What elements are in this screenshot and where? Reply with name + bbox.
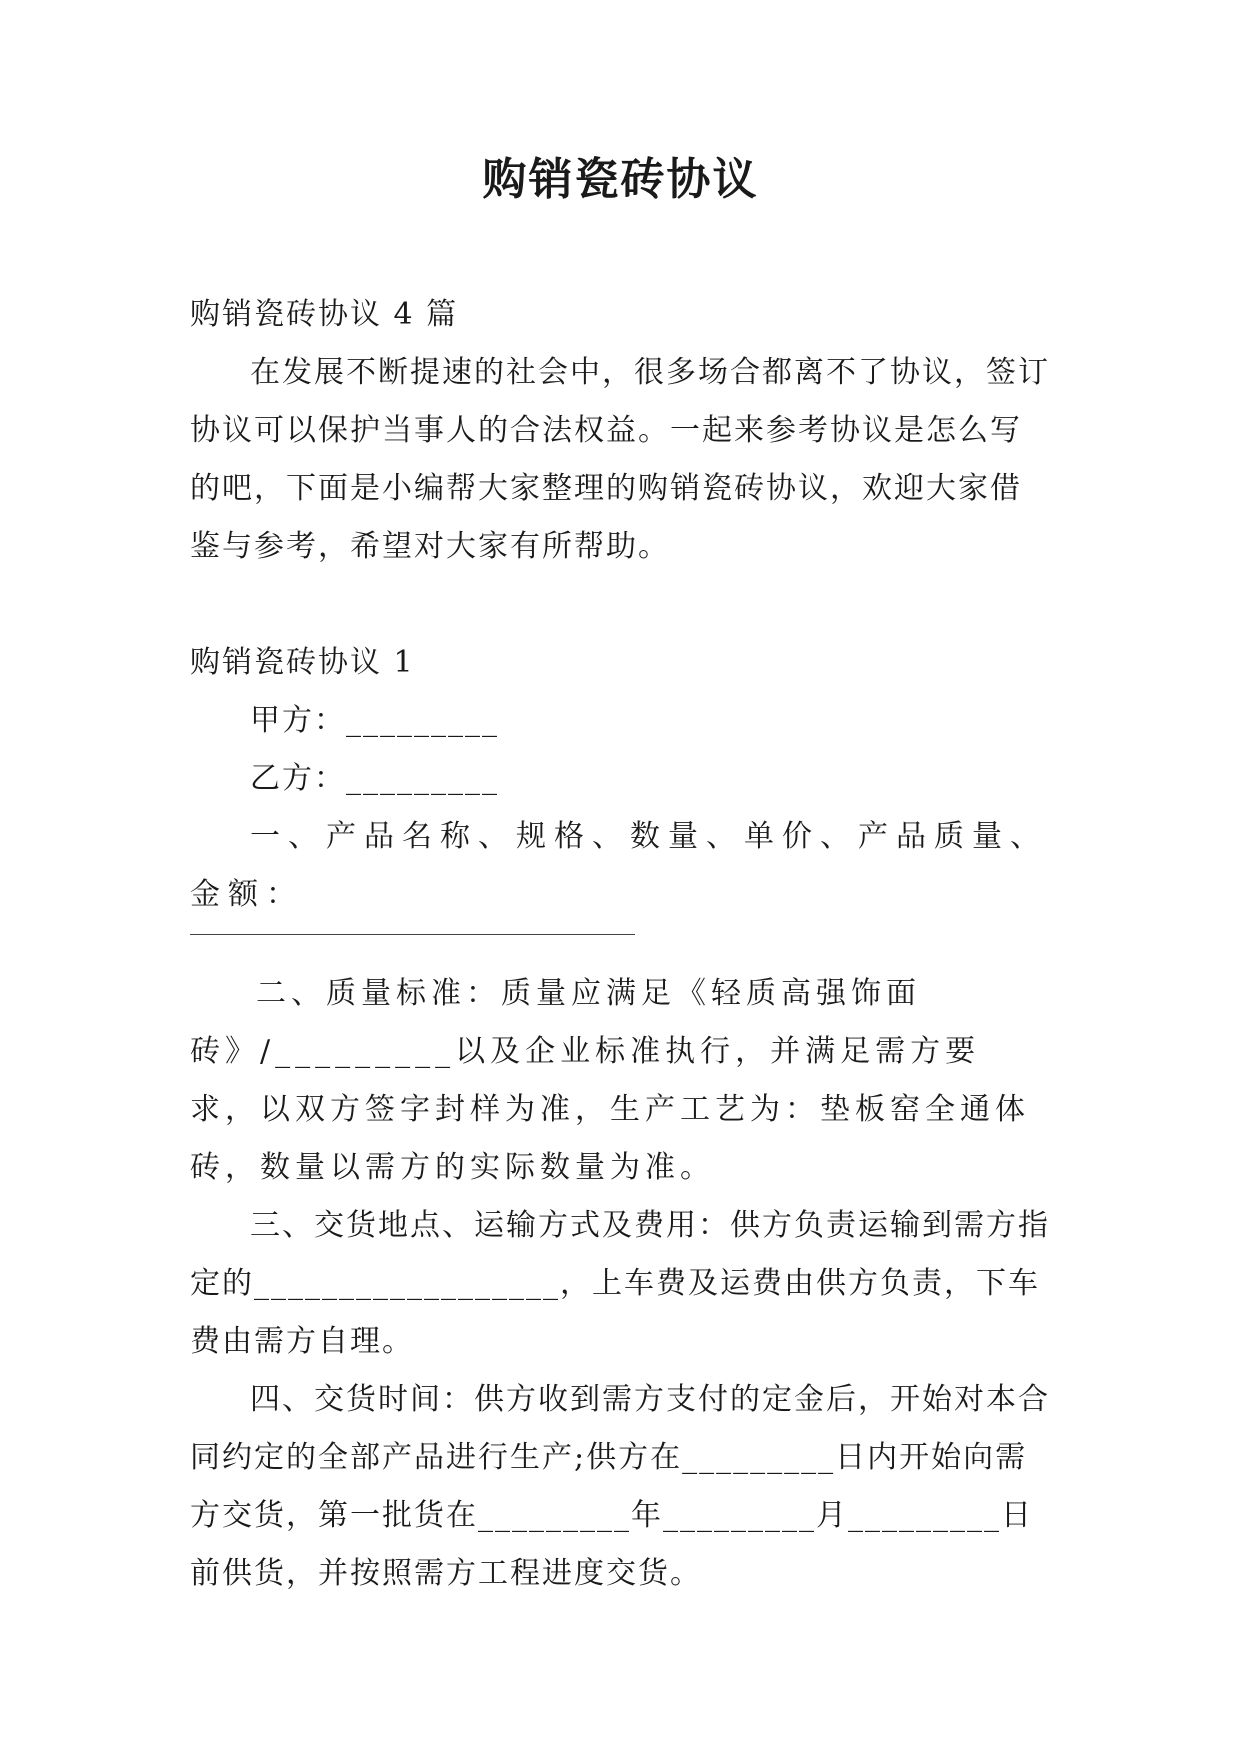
clause-2: 二、质量标准：质量应满足《轻质高强饰面砖》/_________以及企业标准执行，并满足需方要求，以双方签字封样为准，生产工艺为：垫板窑全通体砖，数量以需方的实际数量为准。: [190, 976, 1030, 1185]
document-title: 购销瓷砖协议: [482, 154, 759, 205]
party-b-line: 乙方：_________: [250, 761, 499, 796]
clause-1: 一、产品名称、规格、数量、单价、产品质量、金额：: [190, 819, 1048, 912]
section-title: 购销瓷砖协议 1: [190, 645, 415, 680]
paragraph-gap: [190, 576, 1050, 634]
intro-paragraph: 在发展不断提速的社会中，很多场合都离不了协议，签订协议可以保护当事人的合法权益。一起来参考协议是怎么写的吧，下面是小编帮大家整理的购销瓷砖协议，欢迎大家借鉴与参考，希望对大家有所帮助。: [190, 355, 1050, 564]
blank-fill-line: [190, 934, 635, 935]
party-a-line: 甲方：_________: [250, 703, 499, 738]
clause-4: 四、交货时间：供方收到需方支付的定金后，开始对本合同约定的全部产品进行生产;供方在_________日内开始向需方交货，第一批货在_________年_________月_________日前供货，并按照需方工程进度交货。: [190, 1382, 1050, 1591]
document-body: [190, 286, 1050, 1603]
document-subtitle: 购销瓷砖协议 4 篇: [190, 297, 459, 332]
clause-3: 三、交货地点、运输方式及费用：供方负责运输到需方指定的__________________，上车费及运费由供方负责，下车费由需方自理。: [190, 1208, 1050, 1359]
